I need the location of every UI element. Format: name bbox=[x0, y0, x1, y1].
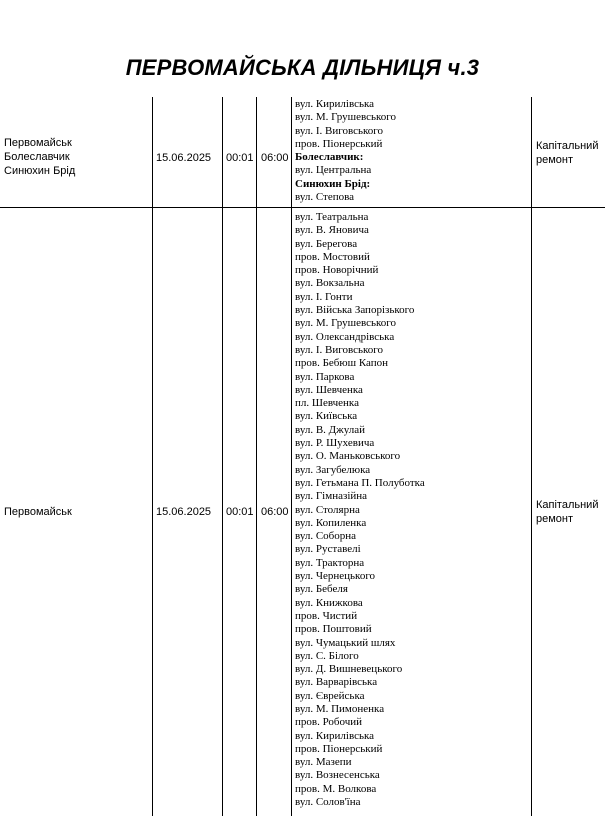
street-name: вул. О. Маньковського bbox=[295, 450, 401, 463]
street-name: вул. І. Гонти bbox=[295, 290, 353, 303]
street-item bbox=[295, 783, 425, 796]
street-item bbox=[295, 371, 425, 384]
street-item bbox=[295, 450, 425, 463]
street-name: пров. Робочий bbox=[295, 716, 363, 729]
row-divider bbox=[0, 207, 605, 208]
street-name: вул. Мазепи bbox=[295, 756, 352, 769]
street-item bbox=[295, 191, 396, 204]
street-name: пров. Мостовий bbox=[295, 250, 370, 263]
street-name: вул. Соборна bbox=[295, 530, 357, 543]
date-cell: 15.06.2025 bbox=[156, 152, 212, 164]
street-item bbox=[295, 251, 425, 264]
street-item bbox=[295, 769, 425, 782]
street-item bbox=[295, 743, 425, 756]
street-name: вул. Шевченка bbox=[295, 383, 363, 396]
street-name: вул. Загубелюка bbox=[295, 463, 371, 476]
street-item bbox=[295, 477, 425, 490]
street-item bbox=[295, 125, 396, 138]
street-name: вул. Гетьмана П. Полуботка bbox=[295, 476, 425, 489]
settlement-cell bbox=[4, 136, 75, 178]
street-name: вул. Київська bbox=[295, 410, 358, 423]
street-item bbox=[295, 490, 425, 503]
street-name: пров. Піонерський bbox=[295, 137, 383, 150]
page-title: ПЕРВОМАЙСЬКА ДІЛЬНИЦЯ ч.3 bbox=[125, 55, 480, 80]
street-name: вул. Паркова bbox=[295, 370, 355, 383]
street-name: вул. С. Білого bbox=[295, 649, 359, 662]
street-name: вул. Театральна bbox=[295, 211, 369, 223]
street-item bbox=[295, 676, 425, 689]
reason-text: Капітальний bbox=[536, 499, 599, 511]
table-divider bbox=[222, 97, 223, 816]
street-item bbox=[295, 357, 425, 370]
street-item bbox=[295, 570, 425, 583]
street-item bbox=[295, 238, 425, 251]
street-name: вул. В. Яновича bbox=[295, 224, 369, 237]
street-name: вул. Степова bbox=[295, 191, 355, 204]
village-heading: Болеславчик: bbox=[295, 151, 364, 164]
street-item bbox=[295, 716, 425, 729]
street-item bbox=[295, 517, 425, 530]
street-item bbox=[295, 331, 425, 344]
street-item bbox=[295, 291, 425, 304]
table-divider bbox=[531, 97, 532, 816]
street-item bbox=[295, 410, 425, 423]
street-name: вул. Бебеля bbox=[295, 583, 348, 596]
reason-cell bbox=[536, 498, 598, 526]
street-item bbox=[295, 690, 425, 703]
street-item bbox=[295, 557, 425, 570]
time-from-cell: 00:01 bbox=[226, 152, 254, 164]
street-item bbox=[295, 637, 425, 650]
time-to-cell: 06:00 bbox=[261, 152, 289, 164]
table-divider bbox=[291, 97, 292, 816]
street-name: вул. Війська Запорізького bbox=[295, 304, 415, 317]
street-item bbox=[295, 98, 396, 111]
street-item bbox=[295, 583, 425, 596]
street-item bbox=[295, 650, 425, 663]
street-item bbox=[295, 796, 425, 809]
street-name: вул. Чернецького bbox=[295, 570, 376, 583]
street-name: вул. Олександрівська bbox=[295, 330, 395, 343]
time-from-cell: 00:01 bbox=[226, 506, 254, 518]
street-item bbox=[295, 663, 425, 676]
streets-list bbox=[295, 211, 425, 809]
street-name: вул. Гімназійна bbox=[295, 490, 368, 503]
street-name: вул. І. Виговського bbox=[295, 124, 383, 137]
street-item bbox=[295, 504, 425, 517]
street-item bbox=[295, 164, 396, 177]
street-item bbox=[295, 264, 425, 277]
street-item bbox=[295, 730, 425, 743]
street-name: пл. Шевченка bbox=[295, 397, 359, 410]
street-item bbox=[295, 344, 425, 357]
street-name: вул. Тракторна bbox=[295, 556, 365, 569]
street-name: вул. Чумацький шлях bbox=[295, 636, 396, 649]
street-name: вул. Руставелі bbox=[295, 543, 361, 556]
time-to-cell: 06:00 bbox=[261, 506, 289, 518]
street-name: вул. Варварівська bbox=[295, 676, 378, 689]
street-name: вул. В. Джулай bbox=[295, 423, 366, 436]
street-item bbox=[295, 111, 396, 124]
street-item bbox=[295, 211, 425, 224]
street-item bbox=[295, 543, 425, 556]
street-item bbox=[295, 437, 425, 450]
street-name: вул. М. Грушевського bbox=[295, 111, 397, 124]
street-item bbox=[295, 304, 425, 317]
settlement-name: Синюхин Брід bbox=[4, 165, 76, 177]
reason-cell bbox=[536, 139, 598, 167]
street-name: вул. Книжкова bbox=[295, 596, 363, 609]
street-name: вул. Р. Шухевича bbox=[295, 437, 375, 450]
street-item bbox=[295, 277, 425, 290]
street-name: вул. Єврейська bbox=[295, 689, 365, 702]
reason-text: Капітальний bbox=[536, 140, 599, 152]
street-item bbox=[295, 703, 425, 716]
street-name: вул. Вознесенська bbox=[295, 769, 380, 782]
street-item bbox=[295, 610, 425, 623]
street-item bbox=[295, 756, 425, 769]
street-item bbox=[295, 178, 396, 191]
street-name: пров. Піонерський bbox=[295, 742, 383, 755]
street-item bbox=[295, 530, 425, 543]
street-item bbox=[295, 597, 425, 610]
village-heading: Синюхин Брід: bbox=[295, 177, 371, 190]
street-name: пров. Поштовий bbox=[295, 623, 372, 636]
street-name: вул. М. Грушевського bbox=[295, 317, 397, 330]
street-name: вул. Берегова bbox=[295, 237, 358, 250]
street-name: вул. Центральна bbox=[295, 164, 372, 177]
reason-text: ремонт bbox=[536, 154, 574, 166]
street-item bbox=[295, 397, 425, 410]
street-item bbox=[295, 464, 425, 477]
street-name: вул. Кирилівська bbox=[295, 729, 375, 742]
street-name: вул. Копиленка bbox=[295, 516, 367, 529]
street-item bbox=[295, 384, 425, 397]
street-name: пров. Бебюш Капон bbox=[295, 357, 389, 370]
street-name: пров. Чистий bbox=[295, 609, 358, 622]
street-name: вул. Кирилівська bbox=[295, 98, 375, 110]
settlement-name: Первомайськ bbox=[4, 137, 72, 149]
street-name: вул. Д. Вишневецького bbox=[295, 663, 403, 676]
table-divider bbox=[152, 97, 153, 816]
settlement-name: Болеславчик bbox=[4, 151, 70, 163]
street-name: вул. М. Пимоненка bbox=[295, 702, 385, 715]
street-name: вул. І. Виговського bbox=[295, 343, 383, 356]
street-name: вул. Вокзальна bbox=[295, 277, 365, 290]
reason-text: ремонт bbox=[536, 513, 574, 525]
settlement-cell bbox=[4, 505, 72, 519]
street-name: пров. М. Волкова bbox=[295, 782, 377, 795]
street-name: пров. Новорічний bbox=[295, 264, 379, 277]
street-item bbox=[295, 138, 396, 151]
date-cell: 15.06.2025 bbox=[156, 506, 212, 518]
streets-list bbox=[295, 98, 396, 204]
street-item bbox=[295, 424, 425, 437]
street-item bbox=[295, 317, 425, 330]
table-divider bbox=[256, 97, 257, 816]
street-name: вул. Столярна bbox=[295, 503, 360, 516]
street-item bbox=[295, 623, 425, 636]
settlement-name: Первомайськ bbox=[4, 506, 72, 518]
street-item bbox=[295, 151, 396, 164]
street-item bbox=[295, 224, 425, 237]
street-name: вул. Солов'їна bbox=[295, 796, 361, 809]
